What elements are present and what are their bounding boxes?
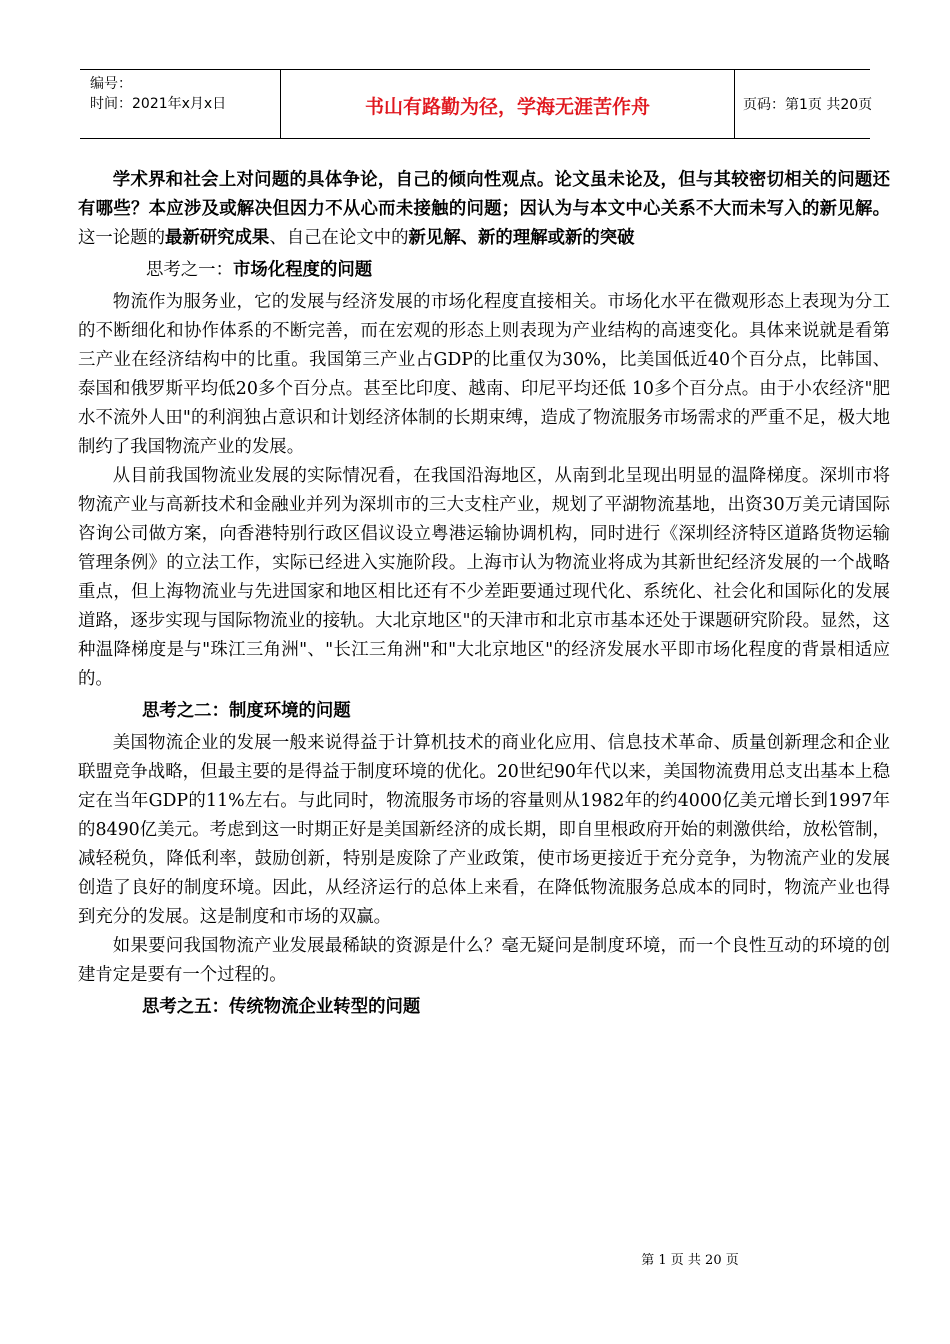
header-meta: [80, 70, 280, 138]
header-motto: 书山有路勤为径，学海无涯苦作舟: [280, 70, 735, 138]
section1-paragraph-2: 从目前我国物流业发展的实际情况看，在我国沿海地区，从南到北呈现出明显的温降梯度。深圳市将物流产业与高新技术和金融业并列为深圳市的三大支柱产业，规划了平湖物流基地，出资30万美元请国际咨询公司做方案，向香港特别行政区倡议设立粤港运输协调机构，同时进行《深圳经济特区道路货物运输管理条例》的立法工作，实际已经进入实施阶段。上海市认为物流业将成为其新世纪经济发展的一个战略重点，但上海物流业与先进国家和地区相比还有不少差距要通过现代化、系统化、社会化和国际化的发展道路，逐步实现与国际物流业的接轨。大北京地区"的天津市和北京市基本还处于课题研究阶段。显然，这种温降梯度是与"珠江三角洲"、"长江三角洲"和"大北京地区"的经济发展水平即市场化程度的背景相适应的。: [78, 466, 890, 689]
intro-bold-text: 学术界和社会上对问题的具体争论，自己的倾向性观点。论文虽未论及，但与其较密切相关的问题还有哪些？本应涉及或解决但因力不从心而未接触的问题；因认为与本文中心关系不大而未写入的新见解。: [78, 170, 890, 219]
page-header: [80, 69, 873, 139]
intro-plain-text: 这一论题的: [78, 228, 165, 248]
section2-paragraph-2: 如果要问我国物流产业发展最稀缺的资源是什么？毫无疑问是制度环境，而一个良性互动的环境的创建肯定是要有一个过程的。: [78, 936, 890, 985]
intro-paragraph: [78, 166, 890, 253]
section1-paragraph-1: 物流作为服务业，它的发展与经济发展的市场化程度直接相关。市场化水平在微观形态上表现为分工的不断细化和协作体系的不断完善，而在宏观的形态上则表现为产业结构的高速变化。具体来说就是看第三产业在经济结构中的比重。我国第三产业占GDP的比重仅为30%，比美国低近40个百分点，比韩国、泰国和俄罗斯平均低20多个百分点。甚至比印度、越南、印尼平均还低 10多个百分点。由于小农经济"肥水不流外人田"的利润独占意识和计划经济体制的长期束缚，造成了物流服务市场需求的严重不足，极大地制约了我国物流产业的发展。: [78, 292, 890, 457]
section1-heading-prefix: 思考之一：: [146, 260, 233, 280]
document-number-label: 编号：: [90, 76, 132, 92]
section2-heading: 思考之二：制度环境的问题: [142, 701, 351, 721]
section1-heading: [78, 256, 890, 285]
page-footer: 第 1 页 共 20 页: [641, 1253, 739, 1268]
intro-bold-text-3: 新见解、新的理解或新的突破: [408, 228, 635, 248]
intro-plain-text-2: 、自己在论文中的: [269, 228, 409, 248]
document-body: [78, 166, 890, 1025]
document-date-label: 时间：2021年x月x日: [90, 96, 227, 112]
header-page-info: 页码：第1页 共20页: [743, 97, 873, 113]
intro-bold-text-2: 最新研究成果: [164, 228, 270, 248]
section1-heading-title: 市场化程度的问题: [232, 260, 373, 280]
section2-paragraph-1: 美国物流企业的发展一般来说得益于计算机技术的商业化应用、信息技术革命、质量创新理念和企业联盟竞争战略，但最主要的是得益于制度环境的优化。20世纪90年代以来，美国物流费用总支出基本上稳定在当年GDP的11%左右。与此同时，物流服务市场的容量则从1982年的约4000亿美元增长到1997年的8490亿美元。考虑到这一时期正好是美国新经济的成长期，即自里根政府开始的刺激供给，放松管制，减轻税负，降低利率，鼓励创新，特别是废除了产业政策，使市场更接近于充分竞争，为物流产业的发展创造了良好的制度环境。因此，从经济运行的总体上来看，在降低物流服务总成本的同时，物流产业也得到充分的发展。这是制度和市场的双赢。: [78, 733, 890, 927]
section5-heading: 思考之五：传统物流企业转型的问题: [142, 997, 421, 1017]
